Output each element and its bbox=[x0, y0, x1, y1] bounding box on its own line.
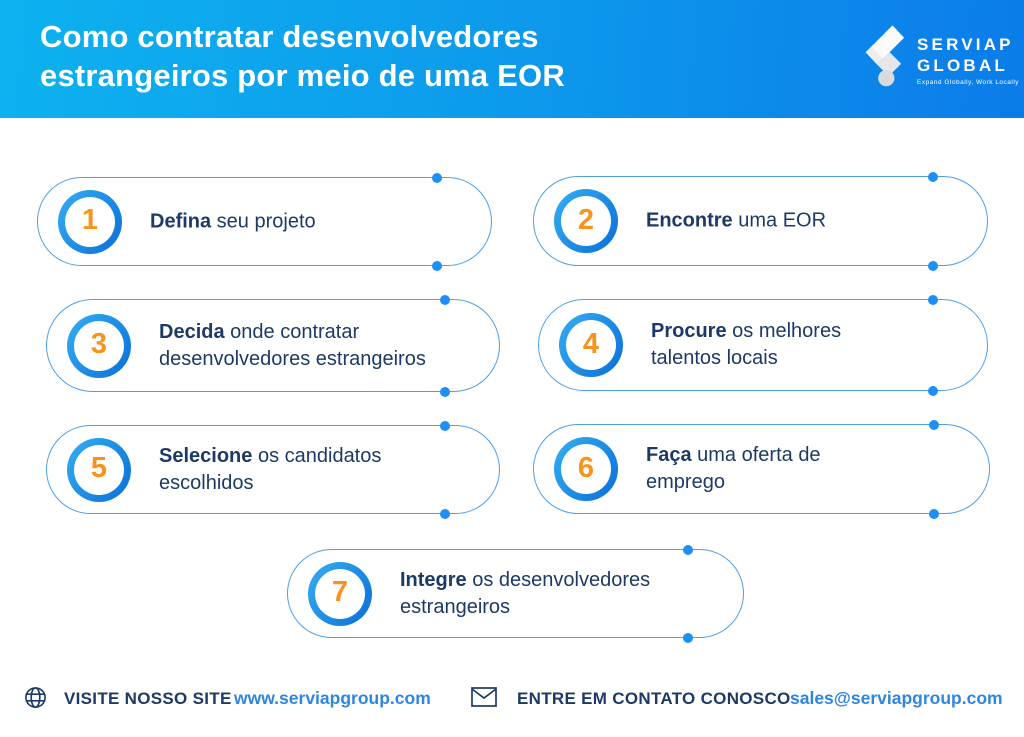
step-pill-2 bbox=[533, 176, 988, 266]
connector-dot-top bbox=[928, 172, 938, 182]
globe-icon bbox=[24, 686, 47, 714]
step-number-badge bbox=[67, 438, 131, 502]
connector-dot-top bbox=[928, 295, 938, 305]
step-number: 5 bbox=[90, 452, 108, 484]
logo-name-line1: SERVIAP bbox=[917, 34, 1014, 54]
step-label: Decida onde contratar desenvolvedores estrangeiros bbox=[159, 320, 426, 370]
step-label: Integre os desenvolvedores estrangeiros bbox=[400, 568, 651, 618]
step-label: Defina seu projeto bbox=[150, 210, 316, 232]
connector-dot-bottom bbox=[440, 387, 450, 397]
step-label: Selecione os candidatos escolhidos bbox=[159, 444, 382, 494]
step-pill-6 bbox=[533, 424, 990, 514]
step-pill-7 bbox=[287, 549, 744, 638]
step-number: 1 bbox=[81, 204, 99, 236]
page-title bbox=[40, 17, 565, 95]
logo-tagline: Expand Globally, Work Locally bbox=[917, 78, 1020, 86]
page-title-line2: estrangeiros por meio de uma EOR bbox=[40, 58, 565, 93]
step-pill-5 bbox=[46, 425, 500, 514]
connector-dot-top bbox=[432, 173, 442, 183]
step-number-badge bbox=[559, 313, 623, 377]
step-number: 4 bbox=[582, 327, 600, 360]
contact-label: ENTRE EM CONTATO CONOSCO bbox=[517, 689, 791, 708]
step-number: 3 bbox=[90, 328, 108, 360]
connector-dot-top bbox=[440, 295, 450, 305]
step-number: 6 bbox=[577, 451, 595, 484]
step-number-badge bbox=[554, 189, 618, 253]
step-pill-3 bbox=[46, 299, 500, 392]
visit-site-label: VISITE NOSSO SITE bbox=[64, 689, 232, 708]
step-number-badge bbox=[554, 437, 618, 501]
step-label: Encontre uma EOR bbox=[646, 209, 827, 232]
connector-dot-bottom bbox=[928, 386, 938, 396]
logo-name-line2: GLOBAL bbox=[917, 55, 1008, 75]
logo-wordmark bbox=[917, 34, 1019, 86]
serviap-global-logo bbox=[858, 24, 1019, 95]
envelope-icon bbox=[471, 687, 497, 712]
step-number: 7 bbox=[331, 576, 349, 608]
connector-dot-bottom bbox=[683, 633, 693, 643]
step-pill-4 bbox=[538, 299, 988, 391]
step-number-badge bbox=[67, 314, 131, 378]
connector-dot-top bbox=[929, 420, 939, 430]
serviap-chevron-icon bbox=[858, 24, 906, 95]
website-link[interactable]: www.serviapgroup.com bbox=[234, 688, 431, 708]
step-number-badge bbox=[308, 562, 372, 626]
step-number-badge bbox=[58, 190, 122, 254]
step-number: 2 bbox=[577, 203, 595, 236]
header-banner bbox=[0, 0, 1024, 118]
connector-dot-bottom bbox=[432, 261, 442, 271]
step-label: Faça uma oferta de emprego bbox=[646, 444, 821, 493]
step-label: Procure os melhores talentos locais bbox=[651, 320, 842, 369]
connector-dot-bottom bbox=[440, 509, 450, 519]
connector-dot-top bbox=[440, 421, 450, 431]
connector-dot-bottom bbox=[929, 509, 939, 519]
connector-dot-top bbox=[683, 545, 693, 555]
contact-email-link[interactable]: sales@serviapgroup.com bbox=[790, 688, 1003, 708]
step-pill-1 bbox=[37, 177, 492, 266]
connector-dot-bottom bbox=[928, 261, 938, 271]
page-title-line1: Como contratar desenvolvedores bbox=[40, 19, 539, 54]
